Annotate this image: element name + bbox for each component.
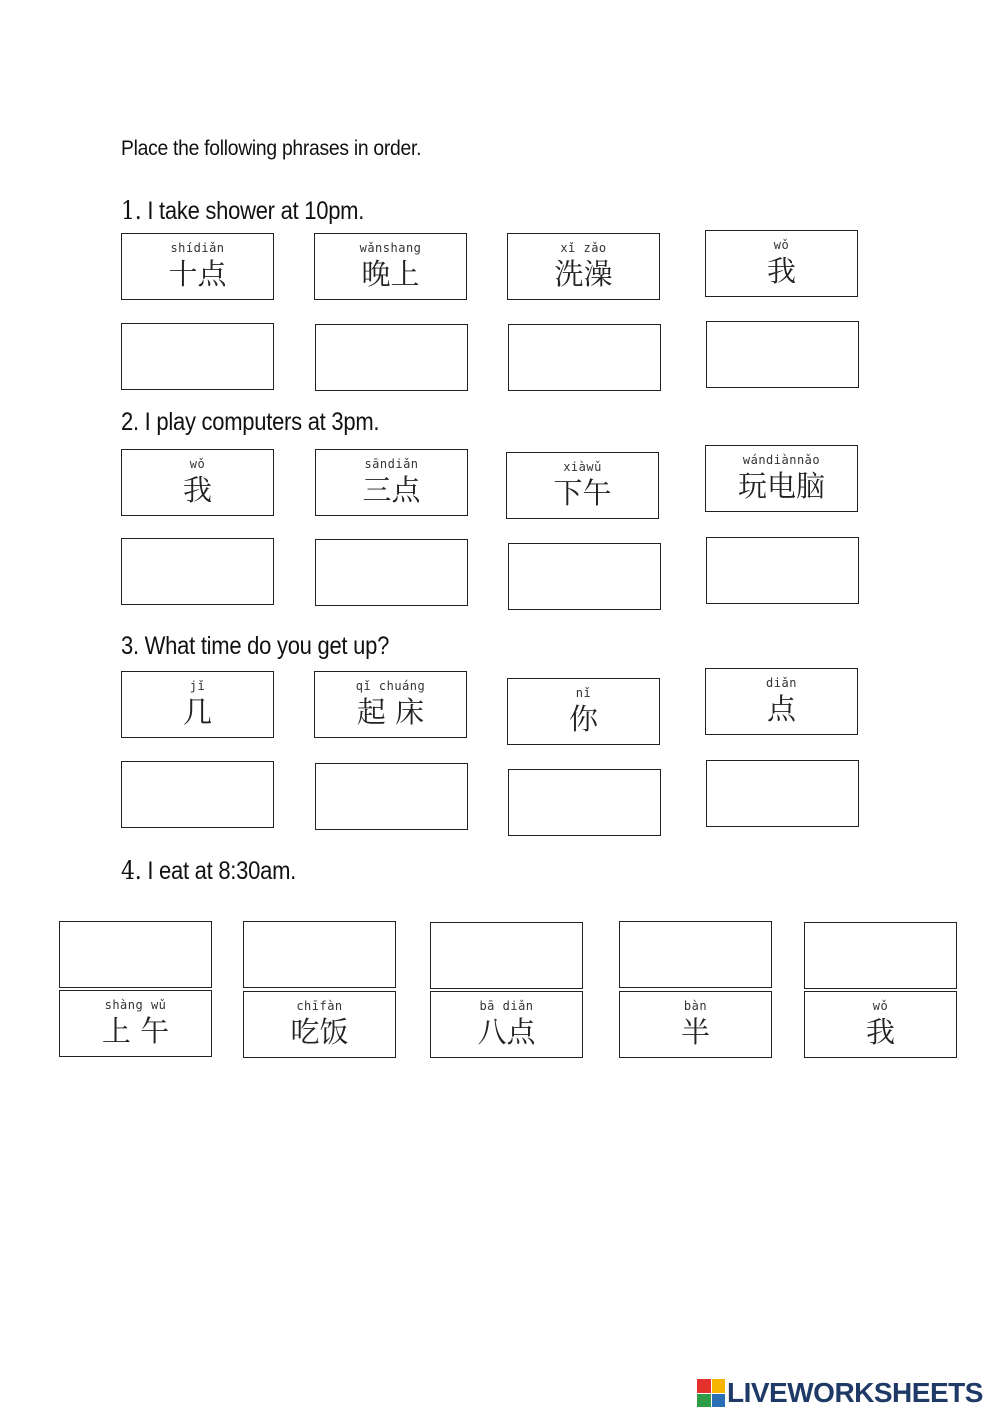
logo-square: [712, 1394, 726, 1408]
answer-slot[interactable]: [243, 921, 396, 988]
answer-slot[interactable]: [508, 324, 661, 391]
logo-square: [697, 1394, 711, 1408]
question-text: I take shower at 10pm.: [147, 197, 365, 225]
question-number: 1.: [121, 196, 142, 225]
pinyin: qǐ chuáng: [355, 679, 426, 693]
pinyin: xiàwǔ: [563, 460, 602, 474]
phrase-card[interactable]: [121, 671, 274, 738]
hanzi: 晚上: [361, 257, 420, 291]
question-title: [121, 408, 379, 437]
question-title: [121, 196, 364, 226]
pinyin: wǎnshang: [359, 241, 422, 255]
phrase-card[interactable]: [314, 671, 467, 738]
hanzi: 你: [568, 702, 598, 736]
phrase-card[interactable]: [243, 991, 396, 1058]
phrase-card[interactable]: [59, 990, 212, 1057]
answer-slot[interactable]: [121, 761, 274, 828]
hanzi: 洗澡: [554, 257, 613, 291]
question-number: 2.: [121, 408, 139, 436]
phrase-card[interactable]: [506, 452, 659, 519]
pinyin: bā diǎn: [479, 999, 534, 1013]
hanzi: 我: [182, 473, 212, 507]
hanzi: 起 床: [356, 695, 425, 729]
question-number: 3.: [121, 632, 139, 660]
logo-square: [697, 1379, 711, 1393]
hanzi: 半: [680, 1015, 710, 1049]
brand-logo: [697, 1377, 983, 1409]
hanzi: 三点: [362, 473, 421, 507]
phrase-card[interactable]: [804, 991, 957, 1058]
pinyin: sāndiǎn: [364, 457, 419, 471]
phrase-card[interactable]: [315, 449, 468, 516]
pinyin: nǐ: [575, 686, 592, 700]
answer-slot[interactable]: [315, 539, 468, 606]
answer-slot[interactable]: [706, 321, 859, 388]
question-number: 4.: [121, 856, 142, 885]
hanzi: 上 午: [101, 1014, 170, 1048]
question-text: I eat at 8:30am.: [147, 857, 296, 885]
brand-wordmark: LIVEWORKSHEETS: [727, 1377, 983, 1408]
phrase-card[interactable]: [705, 668, 858, 735]
pinyin: wǒ: [189, 457, 206, 471]
hanzi: 玩电脑: [737, 469, 825, 503]
pinyin: wándiànnǎo: [742, 453, 821, 467]
pinyin: bàn: [683, 999, 708, 1013]
phrase-card[interactable]: [121, 233, 274, 300]
answer-slot[interactable]: [508, 769, 661, 836]
liveworksheets-logo-icon: [697, 1379, 725, 1407]
answer-slot[interactable]: [121, 323, 274, 390]
phrase-card[interactable]: [705, 445, 858, 512]
pinyin: wǒ: [872, 999, 889, 1013]
question-title: [121, 632, 389, 661]
phrase-card[interactable]: [314, 233, 467, 300]
answer-slot[interactable]: [619, 921, 772, 988]
phrase-card[interactable]: [619, 991, 772, 1058]
answer-slot[interactable]: [508, 543, 661, 610]
logo-square: [712, 1379, 726, 1393]
answer-slot[interactable]: [804, 922, 957, 989]
hanzi: 八点: [477, 1015, 536, 1049]
pinyin: xǐ zǎo: [560, 241, 607, 255]
answer-slot[interactable]: [59, 921, 212, 988]
question-text: What time do you get up?: [144, 632, 390, 660]
hanzi: 点: [766, 692, 796, 726]
hanzi: 下午: [553, 476, 612, 510]
answer-slot[interactable]: [315, 763, 468, 830]
answer-slot[interactable]: [121, 538, 274, 605]
answer-slot[interactable]: [315, 324, 468, 391]
hanzi: 我: [766, 254, 796, 288]
question-title: [121, 856, 296, 886]
question-text: I play computers at 3pm.: [144, 408, 380, 436]
answer-slot[interactable]: [706, 760, 859, 827]
hanzi: 吃饭: [290, 1015, 349, 1049]
pinyin: diǎn: [766, 676, 797, 690]
hanzi: 几: [182, 695, 212, 729]
pinyin: wǒ: [773, 238, 790, 252]
pinyin: jǐ: [189, 679, 206, 693]
phrase-card[interactable]: [121, 449, 274, 516]
hanzi: 我: [865, 1015, 895, 1049]
answer-slot[interactable]: [430, 922, 583, 989]
answer-slot[interactable]: [706, 537, 859, 604]
pinyin: chīfàn: [296, 999, 343, 1013]
phrase-card[interactable]: [705, 230, 858, 297]
instruction: Place the following phrases in order.: [121, 137, 422, 160]
pinyin: shídiǎn: [170, 241, 225, 255]
hanzi: 十点: [168, 257, 227, 291]
phrase-card[interactable]: [507, 233, 660, 300]
phrase-card[interactable]: [507, 678, 660, 745]
pinyin: shàng wǔ: [104, 998, 167, 1012]
phrase-card[interactable]: [430, 991, 583, 1058]
